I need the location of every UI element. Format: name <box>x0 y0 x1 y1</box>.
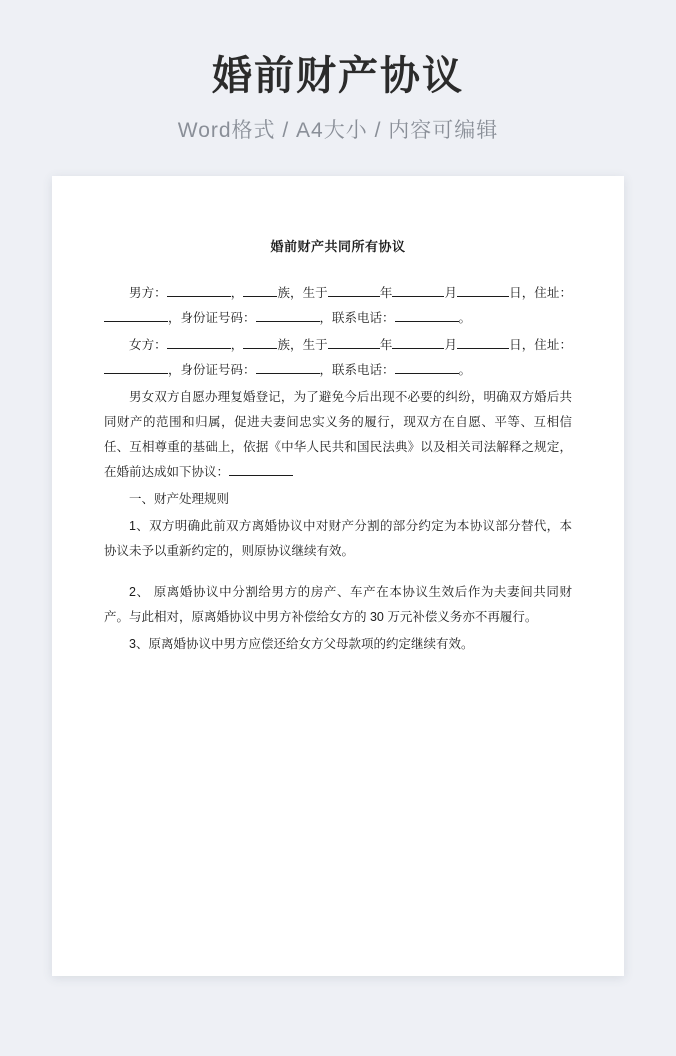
party-female-paragraph <box>104 333 572 383</box>
section-1-title: 一、财产处理规则 <box>129 492 230 506</box>
male-end: 。 <box>458 311 472 325</box>
male-day-label: 日，住址： <box>509 286 572 300</box>
male-day-blank[interactable] <box>457 296 509 297</box>
male-year-blank[interactable] <box>328 296 380 297</box>
female-id-blank[interactable] <box>256 373 320 374</box>
female-month-label: 月 <box>444 338 458 352</box>
female-phone-prefix: ，联 <box>319 363 345 377</box>
preamble-text: 男女双方自愿办理复婚登记，为了避免今后出现不必要的纠纷，明确双方婚后共同财产的范围和归属，促进夫妻间忠实义务的履行，现双方在自愿、平等、互相信任、互相尊重的基础上，依据《中华人民共和国民法典》以及相关司法解释之规定，在婚前达成如下协议： <box>104 390 572 479</box>
male-id-blank[interactable] <box>256 321 320 322</box>
male-phone-blank[interactable] <box>395 321 459 322</box>
male-phone-label: 系电话： <box>344 311 395 325</box>
male-ethnic-blank[interactable] <box>243 296 277 297</box>
male-year-label: 年 <box>379 286 393 300</box>
preamble-paragraph <box>104 385 572 485</box>
female-id-label: ，身份证号码： <box>168 363 256 377</box>
party-male-paragraph <box>104 281 572 331</box>
female-year-label: 年 <box>379 338 393 352</box>
document-sheet <box>52 176 624 976</box>
preamble-blank[interactable] <box>229 475 293 476</box>
clause-2: 2、 原离婚协议中分割给男方的房产、车产在本协议生效后作为夫妻间共同财产。与此相对，原离婚协议中男方补偿给女方的 30 万元补偿义务亦不再履行。 <box>104 585 572 624</box>
male-name-blank[interactable] <box>167 296 231 297</box>
clause-1: 1、双方明确此前双方离婚协议中对财产分割的部分约定为本协议部分替代，本协议未予以重新约定的，则原协议继续有效。 <box>104 519 572 558</box>
female-day-blank[interactable] <box>457 348 509 349</box>
female-ethnic-blank[interactable] <box>243 348 277 349</box>
female-month-blank[interactable] <box>392 348 444 349</box>
male-comma-1: ， <box>230 286 244 300</box>
page-header <box>0 0 676 144</box>
document-title: 婚前财产共同所有协议 <box>270 239 406 254</box>
male-month-blank[interactable] <box>392 296 444 297</box>
male-ethnic-label: 族，生于 <box>277 286 328 300</box>
female-ethnic-label: 族，生于 <box>277 338 328 352</box>
female-label: 女方： <box>129 338 167 352</box>
page-title: 婚前财产协议 <box>212 54 464 98</box>
male-label: 男方： <box>129 286 167 300</box>
male-phone-prefix: ，联 <box>319 311 345 325</box>
female-day-label: 日，住址： <box>509 338 572 352</box>
clause-3: 3、原离婚协议中男方应偿还给女方父母款项的约定继续有效。 <box>129 637 474 651</box>
document-content <box>52 176 624 976</box>
male-month-label: 月 <box>444 286 458 300</box>
female-name-blank[interactable] <box>167 348 231 349</box>
female-phone-blank[interactable] <box>395 373 459 374</box>
female-year-blank[interactable] <box>328 348 380 349</box>
page-subtitle: Word格式 / A4大小 / 内容可编辑 <box>177 119 499 142</box>
male-id-label: ，身份证号码： <box>168 311 256 325</box>
female-address-blank[interactable] <box>104 373 168 374</box>
female-comma-1: ， <box>230 338 244 352</box>
female-phone-label: 系电话： <box>344 363 395 377</box>
female-end: 。 <box>458 363 472 377</box>
male-address-blank[interactable] <box>104 321 168 322</box>
